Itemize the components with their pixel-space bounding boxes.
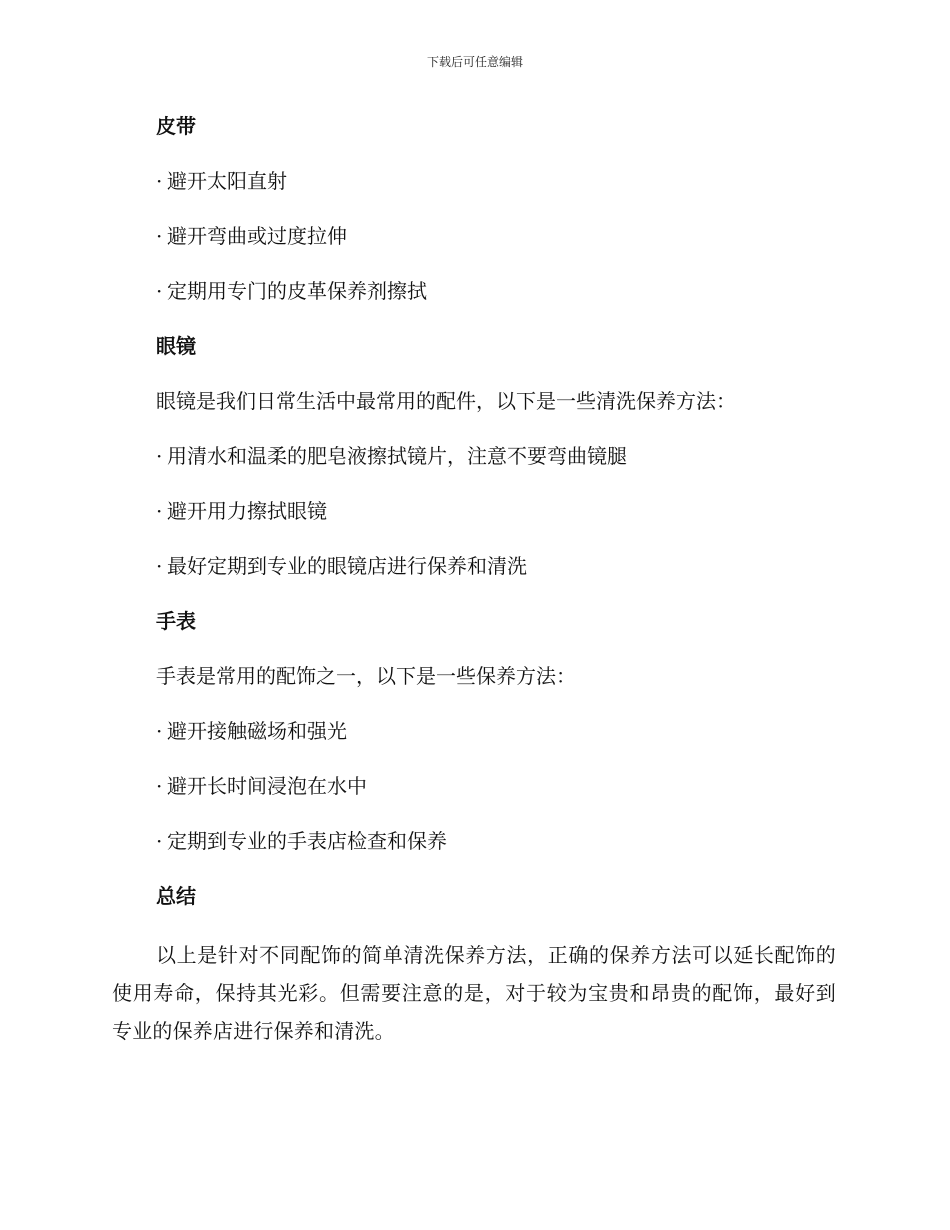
section-intro-glasses: 眼镜是我们日常生活中最常用的配件，以下是一些清洗保养方法： <box>156 389 736 413</box>
section-intro-watch: 手表是常用的配饰之一，以下是一些保养方法： <box>156 664 576 688</box>
bullet-dot: · <box>156 829 163 853</box>
section-title-glasses: 眼镜 <box>156 334 196 358</box>
list-item: · 避开太阳直射 <box>156 166 836 196</box>
summary-paragraph: 以上是针对不同配饰的简单清洗保养方法，正确的保养方法可以延长配饰的使用寿命，保持其光彩。但需要注意的是，对于较为宝贵和昂贵的配饰，最好到专业的保养店进行保养和清洗。 <box>112 943 836 1043</box>
list-item: · 用清水和温柔的肥皂液擦拭镜片，注意不要弯曲镜腿 <box>156 441 836 471</box>
list-item: · 避开弯曲或过度拉伸 <box>156 221 836 251</box>
list-item: · 最好定期到专业的眼镜店进行保养和清洗 <box>156 551 836 581</box>
bullet-dot: · <box>156 774 163 798</box>
bullet-dot: · <box>156 554 163 578</box>
list-item: · 避开用力擦拭眼镜 <box>156 496 836 526</box>
bullet-dot: · <box>156 719 163 743</box>
list-item: · 定期用专门的皮革保养剂擦拭 <box>156 276 836 306</box>
document-body <box>112 111 836 1050</box>
section-title-watch: 手表 <box>156 609 196 633</box>
bullet-dot: · <box>156 499 163 523</box>
section-title-belt: 皮带 <box>156 114 196 138</box>
list-item: · 避开接触磁场和强光 <box>156 716 836 746</box>
bullet-dot: · <box>156 169 163 193</box>
bullet-dot: · <box>156 444 163 468</box>
list-item: · 避开长时间浸泡在水中 <box>156 771 836 801</box>
bullet-dot: · <box>156 224 163 248</box>
section-title-summary: 总结 <box>156 884 196 908</box>
list-item: · 定期到专业的手表店检查和保养 <box>156 826 836 856</box>
bullet-dot: · <box>156 279 163 303</box>
page-header: 下载后可任意编辑 <box>426 55 523 69</box>
